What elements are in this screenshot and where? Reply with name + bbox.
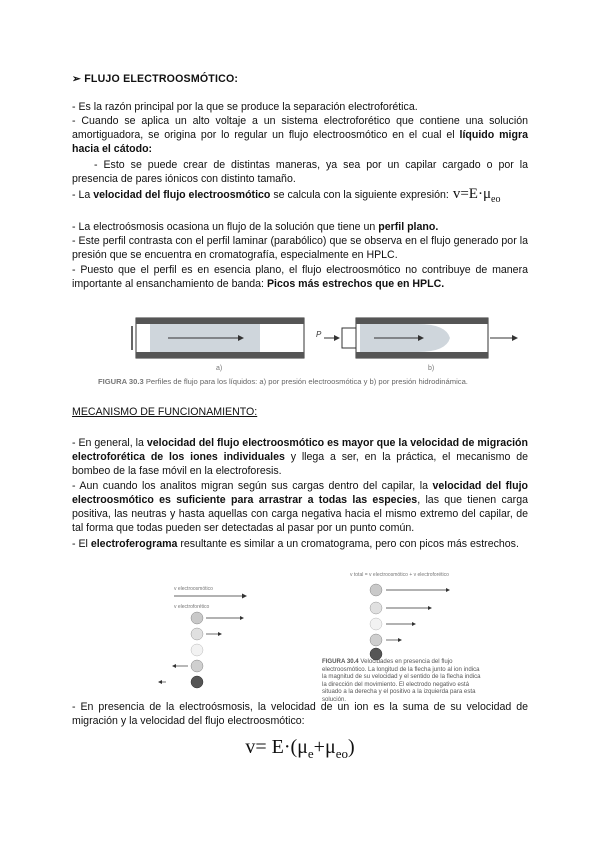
- inline-formula-main: v=E·μ: [452, 186, 491, 202]
- figure-velocities-right: [350, 572, 460, 662]
- mechanism-p3-text-end: resultante es similar a un cromatograma, pero con picos más estrechos.: [177, 538, 519, 550]
- equation-sub-eo: eo: [335, 746, 348, 761]
- section-title-mechanism: MECANISMO DE FUNCIONAMIENTO:: [72, 406, 258, 418]
- paragraph-2-bold: líquido migra hacia el cátodo:: [72, 129, 528, 155]
- mechanism-p1-bold: velocidad del flujo electroosmótico es mayor que la velocidad de migración electroforética de los iones individuales: [72, 437, 528, 463]
- figure-flow-profiles: [128, 310, 528, 376]
- equation-plus: +μ: [313, 736, 336, 758]
- paragraph-5: [72, 220, 528, 234]
- label-v-total: v total = v electroosmótico + v electroforético: [350, 572, 449, 578]
- pressure-label: P: [316, 330, 322, 339]
- caption-label: FIGURA 30.3: [98, 377, 144, 386]
- velocities-right-diagram: [350, 572, 460, 662]
- paragraph-7: [72, 263, 528, 291]
- equation-sub-e: e: [307, 746, 314, 761]
- paragraph-4-text: - La: [72, 189, 94, 201]
- equation-main: v= E·(μ: [245, 736, 308, 758]
- section-title: FLUJO ELECTROOSMÓTICO:: [84, 73, 239, 85]
- figure-30-3-caption: [98, 377, 468, 386]
- paragraph-4-text-end: se calcula con la siguiente expresión:: [270, 189, 449, 201]
- mechanism-p2-bold: velocidad del flujo electroosmótico es suficiente para arrastrar a todas las especies: [72, 480, 528, 506]
- caption-text: Perfiles de flujo para los líquidos: a) por presión electroosmótica y b) por presión hidrodinámica.: [145, 377, 468, 386]
- caption-label-2: FIGURA 30.4: [322, 658, 359, 665]
- velocities-left-diagram: [140, 578, 310, 698]
- paragraph-7-text: - Puesto que el perfil es en esencia plano, el flujo electroosmótico no contribuye de manera importante al ensanchamiento de banda:: [72, 264, 528, 290]
- paragraph-7-bold: Picos más estrechos que en HPLC.: [266, 278, 445, 290]
- paragraph-1: - Es la razón principal por la que se produce la separación electroforética.: [72, 101, 418, 113]
- final-paragraph: - En presencia de la electroósmosis, la velocidad de un ion es la suma de su velocidad de migración y la velocidad del flujo electroosmótico:: [72, 701, 528, 727]
- equation-close: ): [347, 736, 355, 758]
- paragraph-6: - Este perfil contrasta con el perfil laminar (parabólico) que se observa en el flujo generado por la presión que se encuentra en cromatografía, especialmente en HPLC.: [72, 235, 528, 261]
- section-heading-electroosmotic-flow: [72, 73, 238, 85]
- inline-formula: [452, 186, 501, 205]
- figure-label-a: a): [216, 365, 223, 372]
- mechanism-paragraph-2: [72, 479, 528, 535]
- inline-formula-sub: eo: [491, 194, 501, 205]
- label-v-electroosmotic: v electroosmótico: [174, 586, 213, 592]
- mechanism-paragraph-1: [72, 436, 528, 478]
- figure-30-4-caption: [322, 658, 482, 704]
- paragraph-3: - Esto se puede crear de distintas maneras, ya sea por un capilar cargado o por la presencia de pares iónicos con distinto tamaño.: [72, 159, 528, 185]
- figure-velocities-left: [140, 578, 310, 698]
- paragraph-5-text: - La electroósmosis ocasiona un flujo de la solución que tiene un: [72, 221, 379, 233]
- mechanism-p2-text-end: , las que tienen carga positiva, las neutras y hasta aquellas con carga negativa hacia el mismo extremo del capilar, de tal forma que todas pueden ser detectadas al pasar por un punto común.: [72, 494, 528, 534]
- paragraph-4-bold: velocidad del flujo electroosmótico: [93, 189, 271, 201]
- bullet-arrow-icon: ➢: [72, 73, 82, 85]
- mechanism-p1-text: - En general, la: [72, 437, 147, 449]
- paragraph-5-bold: perfil plano.: [378, 221, 439, 233]
- paragraph-2: [72, 114, 528, 156]
- equation-ion-velocity: [0, 736, 600, 762]
- paragraph-2-text: - Cuando se aplica un alto voltaje a un sistema electroforético que contiene una solución amortiguadora, se origina por lo regular un flujo electroosmótico en el cual el: [72, 115, 528, 141]
- label-v-electrophoretic: v electroforético: [174, 604, 210, 610]
- flow-profiles-diagram: [128, 310, 528, 376]
- mechanism-paragraph-3: [72, 537, 528, 551]
- mechanism-p2-text: - Aun cuando los analitos migran según sus cargas dentro del capilar, la: [72, 480, 433, 492]
- mechanism-p3-bold: electroferograma: [90, 538, 178, 550]
- mechanism-p1-text-end: y llega a ser, en la práctica, el mecanismo de bombeo de la fase móvil en la electroforesis.: [72, 451, 529, 477]
- mechanism-p3-text: - El: [72, 538, 91, 550]
- caption-text-2: Velocidades en presencia del flujo electroosmótico. La longitud de la flecha junto al ion indica la magnitud de su velocidad y el sentido de la flecha indica la dirección del movimiento. El electrodo negativo está situado a la derecha y el positivo a la izquierda para esta solución.: [322, 658, 481, 703]
- figure-label-b: b): [428, 365, 435, 372]
- paragraph-4: [72, 187, 528, 207]
